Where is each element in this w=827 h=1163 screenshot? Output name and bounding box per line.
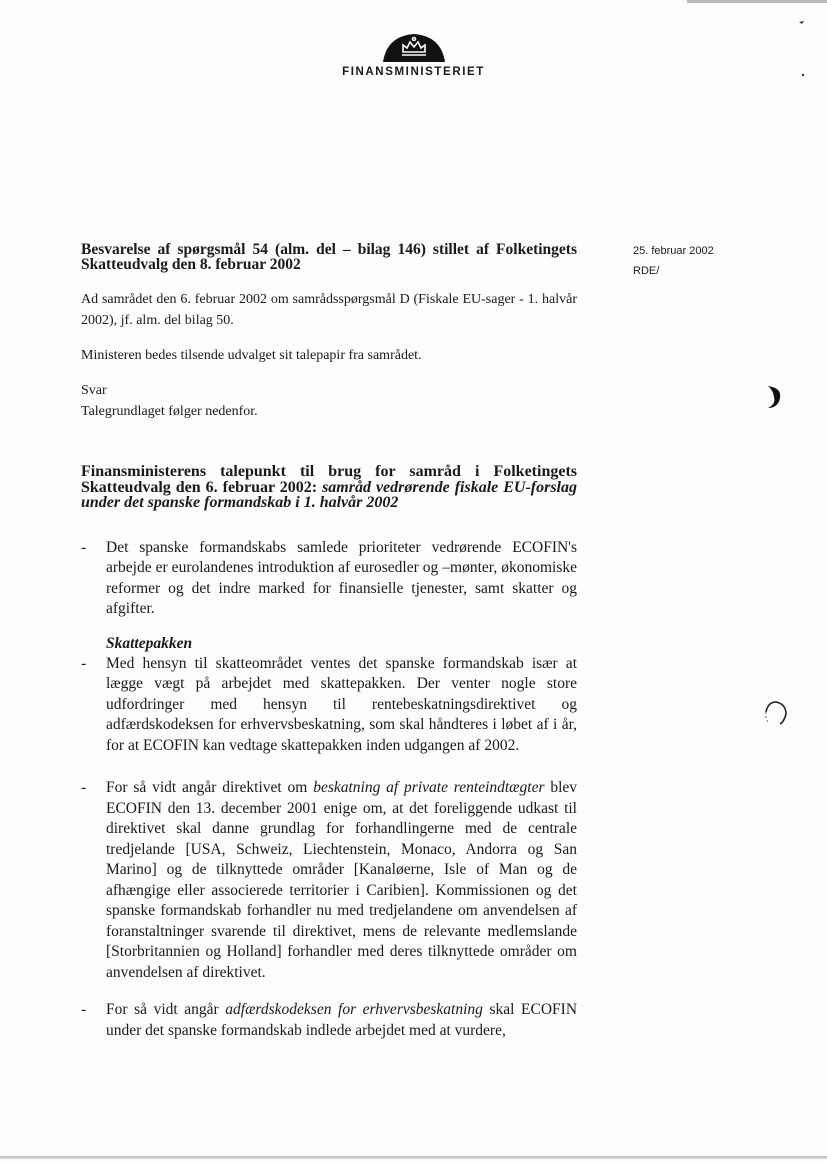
bullet-text (106, 778, 577, 983)
list-item (81, 1000, 577, 1041)
document-body (81, 242, 577, 1041)
answer-text: Talegrundlaget følger nedenfor. (81, 404, 258, 419)
dash-bullet: - (81, 538, 87, 556)
bullet-text: Det spanske formandskabs samlede prioriteter vedrørende ECOFIN's arbejde er eurolandenes introduktion af eurosedler og –mønter, økonomiske reformer og det indre marked for finansielle tjenester, samt skatter og afgifter. (106, 538, 577, 617)
document-title: Besvarelse af spørgsmål 54 (alm. del – bilag 146) stillet af Folketingets Skatteudvalg den 8. februar 2002 (81, 241, 577, 273)
binder-hole-mark-icon (762, 384, 784, 410)
talking-points-heading-italic: samråd vedrørende fiskale EU-forslag under det spanske formandskab i 1. halvår 2002 (81, 478, 578, 511)
dash-bullet: - (81, 1001, 87, 1018)
talking-points-list (81, 538, 577, 1042)
paragraph-samraad: Ad samrådet den 6. februar 2002 om samrådsspørgsmål D (Fiskale EU-sager - 1. halvår 2002), jf. alm. del bilag 50. (81, 292, 577, 328)
bullet-text-start: For så vidt angår direktivet om (106, 779, 308, 796)
list-item (81, 654, 577, 757)
document-reference: RDE/ (633, 265, 660, 277)
paragraph-request: Ministeren bedes tilsende udvalget sit talepapir fra samrådet. (81, 348, 422, 363)
section-subheading: Skattepakken (106, 634, 193, 652)
dash-bullet: - (81, 779, 87, 796)
crown-logo-icon (379, 32, 449, 64)
dash-bullet: - (81, 654, 87, 672)
document-date: 25. februar 2002 (633, 245, 714, 257)
bullet-text-start: For så vidt angår (106, 1001, 219, 1018)
document-meta (633, 241, 714, 281)
binder-hole-mark-icon (762, 698, 790, 726)
list-item (81, 538, 577, 620)
bullet-text (106, 1000, 577, 1041)
scan-speck-icon (798, 20, 808, 80)
letterhead (0, 32, 827, 78)
talking-points-heading-bold: Finansministerens talepunkt til brug for samråd i Folketingets Skatteudvalg den 6. februar 2002: (81, 463, 577, 496)
answer-label: Svar (81, 383, 107, 398)
scan-edge-bottom (0, 1156, 827, 1159)
bullet-text-rest: skal ECOFIN under det spanske formandskab indlede arbejdet med at vurdere, (106, 1001, 578, 1039)
bullet-emphasis: beskatning af private renteindtægter (313, 779, 545, 796)
ministry-name: FINANSMINISTERIET (342, 66, 485, 78)
list-item (81, 778, 577, 983)
talking-points-heading (81, 464, 577, 511)
bullet-text-rest: blev ECOFIN den 13. december 2001 enige om, at det foreliggende udkast til direktivet skal danne grundlag for forhandlingerne med de centrale tredjelande [USA, Schweiz, Liechtenstein, Monaco, Andorra og San Marino] og de tilknyttede områder [Kanaløerne, Isle of Man og de afhængige eller associerede territorier i Caribien]. Kommissionen og det spanske formandskab forhandler nu med tredjelandene om anvendelsen af foranstaltninger svarende til direktivet, mens de relevante medlemslande [Storbritannien og Holland] forhandler med deres tilknyttede områder om anvendelsen af direktivet. (106, 779, 578, 981)
bullet-text: Med hensyn til skatteområdet ventes det spanske formandskab især at lægge vægt på arbejdet med skattepakken. Der venter nogle store udfordringer med hensyn til rentebeskatningsdirektivet og adfærdskodeksen for erhvervsbeskatning, som skal håndteres i løbet af i år, for at ECOFIN kan vedtage skattepakken inden udgangen af 2002. (106, 654, 577, 754)
scan-edge-top (687, 0, 827, 3)
bullet-emphasis: adfærdskodeksen for erhvervsbeskatning (225, 1001, 483, 1018)
